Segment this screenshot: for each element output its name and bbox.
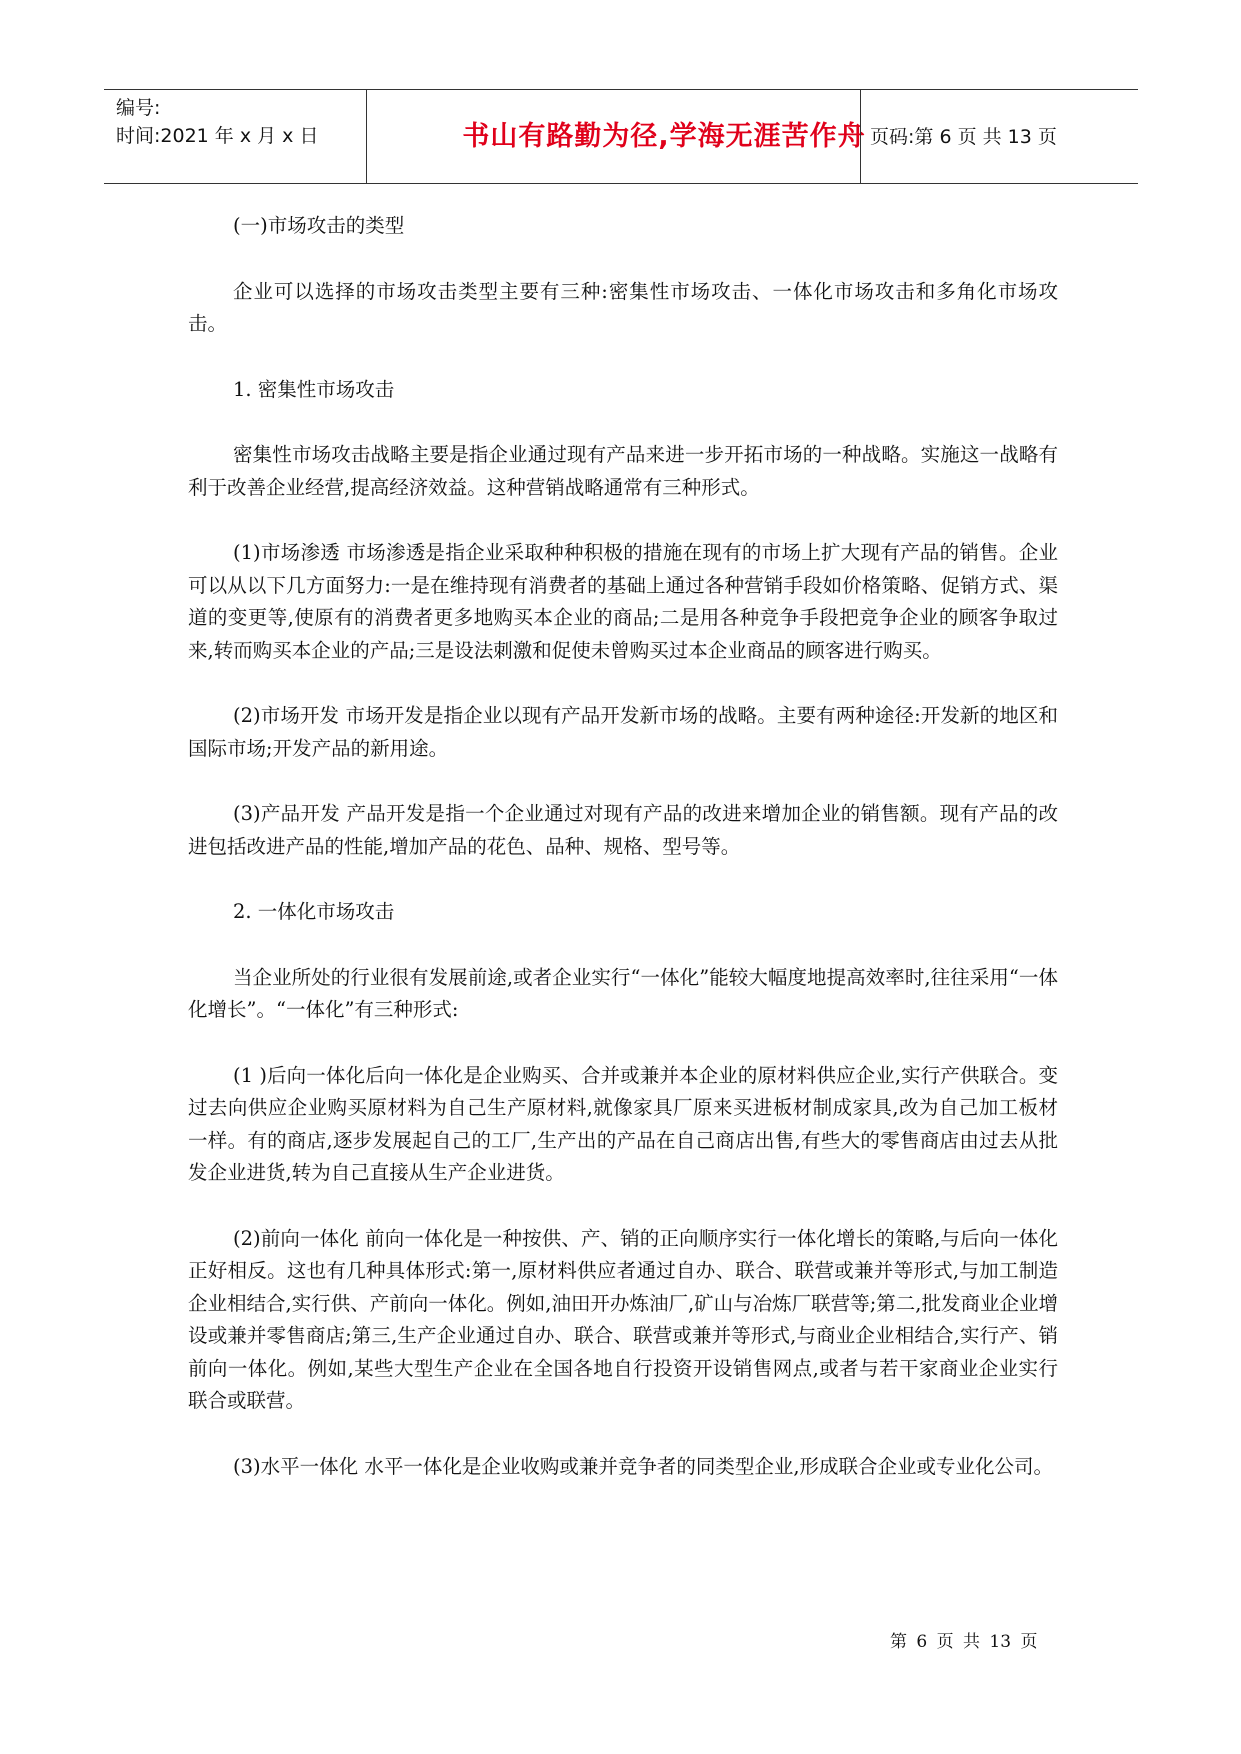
document-number-label: 编号: (116, 97, 161, 119)
body-paragraph: (1)市场渗透 市场渗透是指企业采取种种积极的措施在现有的市场上扩大现有产品的销售。企业可以从以下几方面努力:一是在维持现有消费者的基础上通过各种营销手段如价格策略、促销方式、渠道的变更等,使原有的消费者更多地购买本企业的商品;二是用各种竞争手段把竞争企业的顾客争取过来,转而购买本企业的产品;三是设法刺激和促使未曾购买过本企业商品的顾客进行购买。 (188, 541, 1058, 662)
document-time-label: 时间:2021 年 x 月 x 日 (116, 125, 319, 147)
header-divider-right (860, 90, 861, 183)
body-paragraph: 企业可以选择的市场攻击类型主要有三种:密集性市场攻击、一体化市场攻击和多角化市场攻击。 (188, 279, 1058, 335)
header-motto: 书山有路勤为径,学海无涯苦作舟 (462, 121, 866, 152)
page-footer: 第 6 页 共 13 页 (890, 1632, 1038, 1652)
body-paragraph: (3)水平一体化 水平一体化是企业收购或兼并竞争者的同类型企业,形成联合企业或专业化公司。 (233, 1454, 1054, 1478)
header-divider-left (366, 90, 367, 183)
subsection-heading: 1. 密集性市场攻击 (233, 377, 395, 401)
document-header (104, 89, 1138, 184)
body-paragraph: (3)产品开发 产品开发是指一个企业通过对现有产品的改进来增加企业的销售额。现有产品的改进包括改进产品的性能,增加产品的花色、品种、规格、型号等。 (188, 802, 1058, 858)
header-page-number: 页码:第 6 页 共 13 页 (870, 126, 1057, 148)
document-body (188, 210, 1058, 1516)
body-paragraph: (2)前向一体化 前向一体化是一种按供、产、销的正向顺序实行一体化增长的策略,与后向一体化正好相反。这也有几种具体形式:第一,原材料供应者通过自办、联合、联营或兼并等形式,与加工制造企业相结合,实行供、产前向一体化。例如,油田开办炼油厂,矿山与冶炼厂联营等;第二,批发商业企业增设或兼并零售商店;第三,生产企业通过自办、联合、联营或兼并等形式,与商业企业相结合,实行产、销前向一体化。例如,某些大型生产企业在全国各地自行投资开设销售网点,或者与若干家商业企业实行联合或联营。 (188, 1226, 1058, 1412)
body-paragraph: 当企业所处的行业很有发展前途,或者企业实行“一体化”能较大幅度地提高效率时,往往采用“一体化增长”。“一体化”有三种形式: (188, 965, 1058, 1021)
section-heading: (一)市场攻击的类型 (233, 214, 405, 237)
header-meta (116, 94, 366, 150)
body-paragraph: (2)市场开发 市场开发是指企业以现有产品开发新市场的战略。主要有两种途径:开发新的地区和国际市场;开发产品的新用途。 (188, 704, 1058, 760)
body-paragraph: (1 )后向一体化后向一体化是企业购买、合并或兼并本企业的原材料供应企业,实行产供联合。变过去向供应企业购买原材料为自己生产原材料,就像家具厂原来买进板材制成家具,改为自己加工板材一样。有的商店,逐步发展起自己的工厂,生产出的产品在自己商店出售,有些大的零售商店由过去从批发企业进货,转为自己直接从生产企业进货。 (188, 1063, 1058, 1184)
body-paragraph: 密集性市场攻击战略主要是指企业通过现有产品来进一步开拓市场的一种战略。实施这一战略有利于改善企业经营,提高经济效益。这种营销战略通常有三种形式。 (188, 443, 1058, 499)
subsection-heading: 2. 一体化市场攻击 (233, 900, 395, 923)
